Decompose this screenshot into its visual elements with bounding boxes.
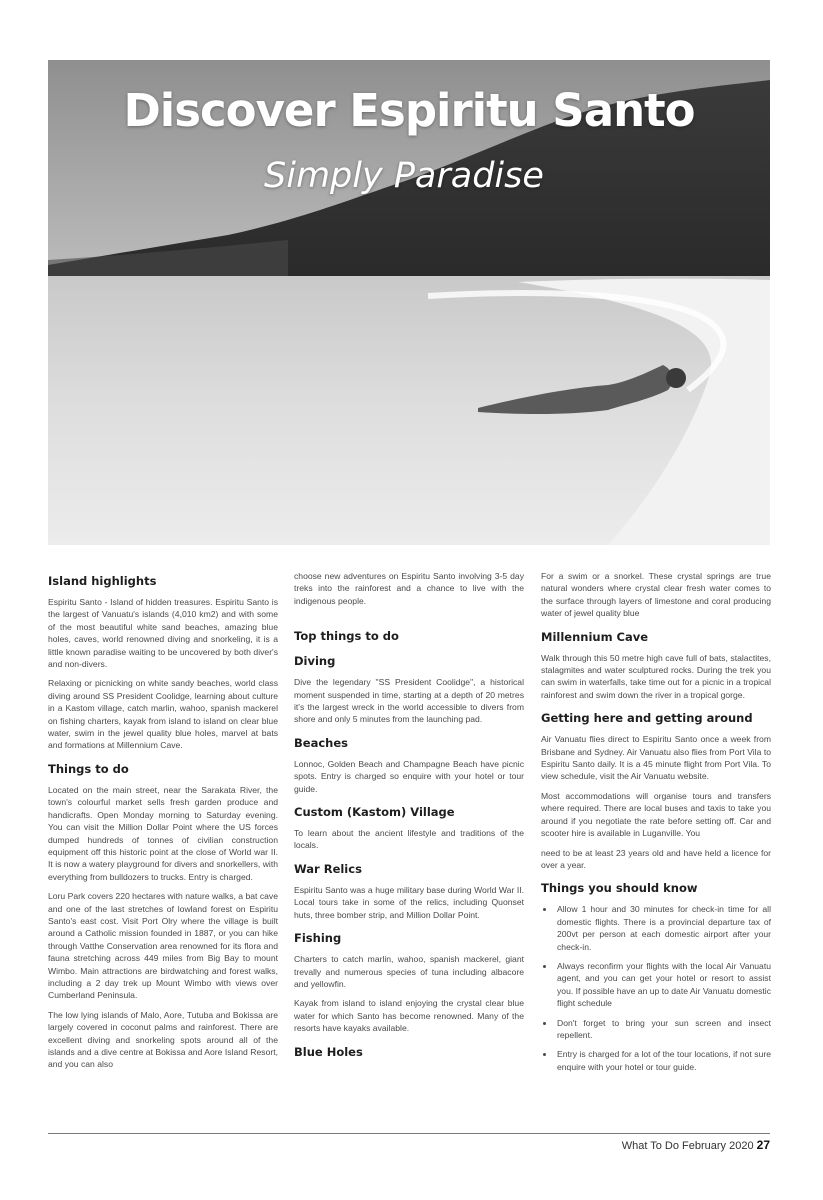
page-subtitle: Simply Paradise bbox=[264, 156, 544, 196]
page-footer bbox=[622, 1138, 770, 1152]
footer-divider bbox=[48, 1133, 770, 1134]
heading-top-things-to-do: Top things to do bbox=[294, 629, 399, 644]
paragraph: To learn about the ancient lifestyle and traditions of the locals. bbox=[294, 828, 524, 851]
paragraph: Relaxing or picnicking on white sandy beaches, world class diving around SS President Coolidge, learning about culture in a Kastom village, catch marlin, wahoo, spanish mackerel on fishing charters, kayak from island to island on clear blue water, swim in the jewel quality blue holes, marvel at bats and formations at Millennium Cave. bbox=[48, 678, 278, 751]
list-item: • Entry is charged for a lot of the tour locations, if not sure enquire with your hotel or tour guide. bbox=[555, 1048, 771, 1073]
paragraph: need to be at least 23 years old and have held a licence for over a year. bbox=[541, 847, 771, 870]
list-item: • Allow 1 hour and 30 minutes for check-in time for all domestic flights. There is a provincial departure tax of 200vt per person at each domestic airport after your check-in. bbox=[555, 903, 771, 953]
heading-war-relics: War Relics bbox=[294, 861, 362, 876]
heading-diving: Diving bbox=[294, 654, 336, 669]
publication-name: What To Do February 2020 bbox=[621, 1140, 757, 1152]
page-number: 27 bbox=[756, 1138, 770, 1152]
heading-getting-here: Getting here and getting around bbox=[541, 711, 753, 726]
column-1 bbox=[48, 570, 278, 1078]
list-item: • Always reconfirm your flights with the local Air Vanuatu agent, and you can get your hotel or resort to assist you. If possible have an up to date Air Vanuatu domestic flight schedule bbox=[555, 960, 771, 1010]
heading-blue-holes: Blue Holes bbox=[294, 1044, 363, 1059]
paragraph: The low lying islands of Malo, Aore, Tutuba and Bokissa are largely covered in coconut palms and rainforest. There are excellent diving and snorkeling spots around all of the islands and a dive centre at Bokissa and Aore Island Resort, and you can also bbox=[48, 1009, 278, 1070]
bullet-list bbox=[541, 903, 771, 1073]
paragraph: Loru Park covers 220 hectares with nature walks, a bat cave and one of the last stretches of lowland forest on Espiritu Santo's east cost. Visit Port Olry where the village is built around a Catholic mission founded in 1887, or you can hike through Vatthe Conservation area renowned for its flora and fauna stretching across 449 miles from Big Bay to mount Wimbo. Main attractions are birdwatching and forest walks, including a 2 day trek up Mount Wimbo with views over Cumberland Peninsula. bbox=[48, 891, 278, 1001]
heading-beaches: Beaches bbox=[294, 735, 348, 750]
paragraph: For a swim or a snorkel. These crystal springs are true natural wonders where crystal clear fresh water comes to the surface through layers of limestone and coral producing water of jewel quality blue bbox=[541, 571, 771, 619]
hero-photo bbox=[48, 60, 770, 545]
heading-fishing: Fishing bbox=[294, 931, 342, 946]
heading-millennium-cave: Millennium Cave bbox=[541, 629, 649, 644]
paragraph: Dive the legendary "SS President Coolidge", a historical moment suspended in time, starting at a depth of 20 metres it's the largest wreck in the world accessible to divers from shore and only 5 minutes from the launching pad. bbox=[294, 677, 524, 725]
paragraph: Air Vanuatu flies direct to Espiritu Santo once a week from Brisbane and Sydney. Air Vanuatu also flies from Port Vila to Espiritu Santo daily. It is a 45 minute flight from Port Vila. To view schedule, visit the Air Vanuatu website. bbox=[541, 734, 771, 782]
paragraph: Walk through this 50 metre high cave full of bats, stalactites, stalagmites and water sculptured rocks. During the trek you can swim in waterfalls, take time out for a picnic in a tropical rainforest and swim down the river in a tropical gorge. bbox=[541, 652, 771, 700]
paragraph: Lonnoc, Golden Beach and Champagne Beach have picnic spots. Entry is charged so enquire with your hotel or tour guide. bbox=[294, 758, 524, 794]
paragraph: Located on the main street, near the Sarakata River, the town's colourful market sells fresh garden produce and handicrafts. Open Monday morning to Saturday evening. You can visit the Million Dollar Point where the US forces dumped hundreds of tonnes of civilian construction equipment off this historic point at the close of World war II. It is now a watery playground for divers and snorkellers, with everything from bulldozers to trucks. Entry is charged. bbox=[48, 784, 278, 882]
paragraph: Espiritu Santo was a huge military base during World War II. Local tours take in some of the relics, including Quonset huts, three bomber strip, and Million Dollar Point. bbox=[294, 884, 524, 920]
column-2 bbox=[294, 570, 524, 1067]
heading-island-highlights: Island highlights bbox=[48, 574, 157, 588]
column-3 bbox=[541, 570, 771, 1080]
list-item: • Don't forget to bring your sun screen and insect repellent. bbox=[555, 1017, 771, 1042]
paragraph: Most accommodations will organise tours and transfers where required. There are local buses and taxis to take you around if you negotiate the rate before setting off. Car and scooter hire is available in Luganville. You bbox=[541, 790, 771, 839]
paragraph: Charters to catch marlin, wahoo, spanish mackerel, giant trevally and numerous species of tuna including albacore and yellowfin. bbox=[294, 954, 524, 989]
paragraph: Espiritu Santo - Island of hidden treasures. Espiritu Santo is the largest of Vanuatu's islands (4,010 km2) and with some of the most beautiful white sand beaches, amazing blue holes, caves, world renowned diving and snorkeling, it is a little known paradise waiting to be uncovered by both diver's and non-divers. bbox=[48, 597, 278, 670]
paragraph: Kayak from island to island enjoying the crystal clear blue water for which Santo has become renowned. Many of the resorts have kayaks available. bbox=[294, 998, 524, 1034]
heading-things-to-do: Things to do bbox=[48, 761, 129, 776]
page-title: Discover Espiritu Santo bbox=[123, 84, 695, 137]
paragraph: choose new adventures on Espiritu Santo involving 3-5 day treks into the rainforest and a chance to live with the indigenous people. bbox=[294, 571, 524, 606]
heading-things-you-should-know: Things you should know bbox=[541, 881, 698, 896]
heading-custom-village: Custom (Kastom) Village bbox=[294, 805, 455, 820]
